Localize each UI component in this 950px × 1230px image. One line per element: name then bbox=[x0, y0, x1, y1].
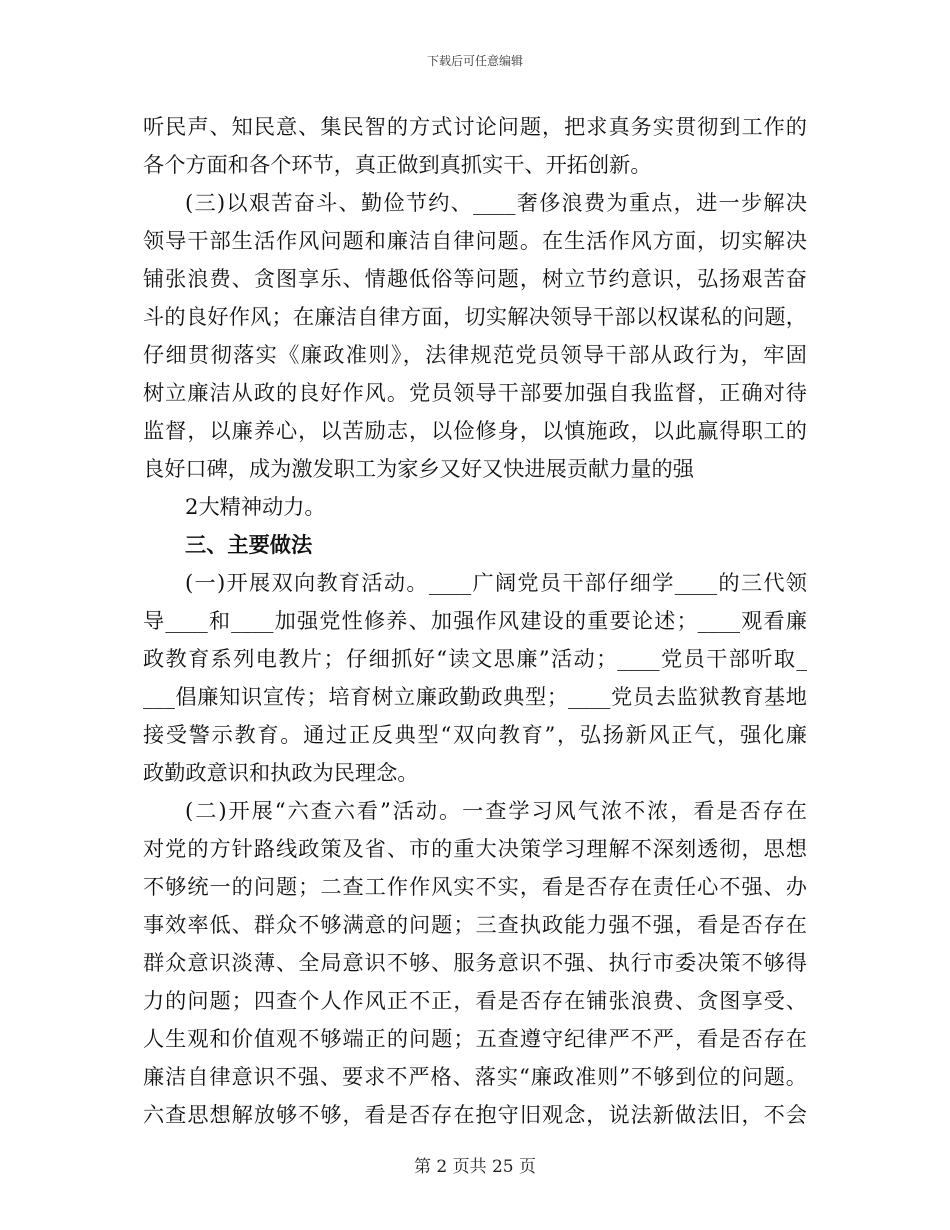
text-line: 监督，以廉养心，以苦励志，以俭修身，以慎施政，以此赢得职工的 bbox=[143, 418, 807, 443]
text-line: 事效率低、群众不够满意的问题；三查执政能力强不强，看是否存在 bbox=[143, 912, 807, 937]
text-line: 仔细贯彻落实《廉政准则》，法律规范党员领导干部从政行为，牢固 bbox=[143, 342, 807, 367]
text-line: 各个方面和各个环节，真正做到真抓实干、开拓创新。 bbox=[143, 152, 652, 177]
text-line: 领导干部生活作风问题和廉洁自律问题。在生活作风方面，切实解决 bbox=[143, 228, 807, 253]
text-line: 政勤政意识和执政为民理念。 bbox=[143, 760, 419, 785]
text-line: 廉洁自律意识不强、要求不严格、落实“廉政准则”不够到位的问题。 bbox=[143, 1064, 807, 1089]
text-line: 对党的方针路线政策及省、市的重大决策学习理解不深刻透彻，思想 bbox=[143, 836, 807, 861]
text-line: 群众意识淡薄、全局意识不够、服务意识不强、执行市委决策不够得 bbox=[143, 950, 807, 975]
text-line: 力的问题；四查个人作风正不正，看是否存在铺张浪费、贪图享受、 bbox=[143, 988, 807, 1013]
document-body bbox=[143, 108, 807, 1134]
text-line: 铺张浪费、贪图享乐、情趣低俗等问题，树立节约意识，弘扬艰苦奋 bbox=[143, 266, 807, 291]
text-line: 六查思想解放够不够，看是否存在抱守旧观念，说法新做法旧，不会 bbox=[143, 1102, 807, 1127]
text-line: 人生观和价值观不够端正的问题；五查遵守纪律严不严，看是否存在 bbox=[143, 1026, 807, 1051]
text-line: 2大精神动力。 bbox=[185, 494, 326, 519]
text-line: 听民声、知民意、集民智的方式讨论问题，把求真务实贯彻到工作的 bbox=[143, 114, 807, 139]
text-line: (二)开展“六查六看”活动。一查学习风气浓不浓，看是否存在 bbox=[185, 798, 807, 823]
text-line: (一)开展双向教育活动。____广阔党员干部仔细学____的三代领 bbox=[185, 570, 807, 595]
text-line: ___倡廉知识宣传；培育树立廉政勤政典型；____党员去监狱教育基地 bbox=[143, 684, 807, 709]
page-number: 第 2 页共 25 页 bbox=[413, 1157, 537, 1177]
text-line: 接受警示教育。通过正反典型“双向教育”，弘扬新风正气，强化廉 bbox=[143, 722, 807, 747]
text-line: 不够统一的问题；二查工作作风实不实，看是否存在责任心不强、办 bbox=[143, 874, 807, 899]
page-header-note: 下载后可任意编辑 bbox=[426, 54, 523, 68]
text-line: 良好口碑，成为激发职工为家乡又好又快进展贡献力量的强 bbox=[143, 456, 694, 481]
section-heading: 三、主要做法 bbox=[185, 532, 313, 557]
text-line: 斗的良好作风；在廉洁自律方面，切实解决领导干部以权谋私的问题， bbox=[143, 304, 807, 329]
text-line: 树立廉洁从政的良好作风。党员领导干部要加强自我监督，正确对待 bbox=[143, 380, 807, 405]
text-line: 导____和____加强党性修养、加强作风建设的重要论述；____观看廉 bbox=[143, 608, 807, 633]
text-line: 政教育系列电教片；仔细抓好“读文思廉”活动；____党员干部听取_ bbox=[143, 646, 807, 671]
text-line: (三)以艰苦奋斗、勤俭节约、____奢侈浪费为重点，进一步解决 bbox=[185, 190, 807, 215]
